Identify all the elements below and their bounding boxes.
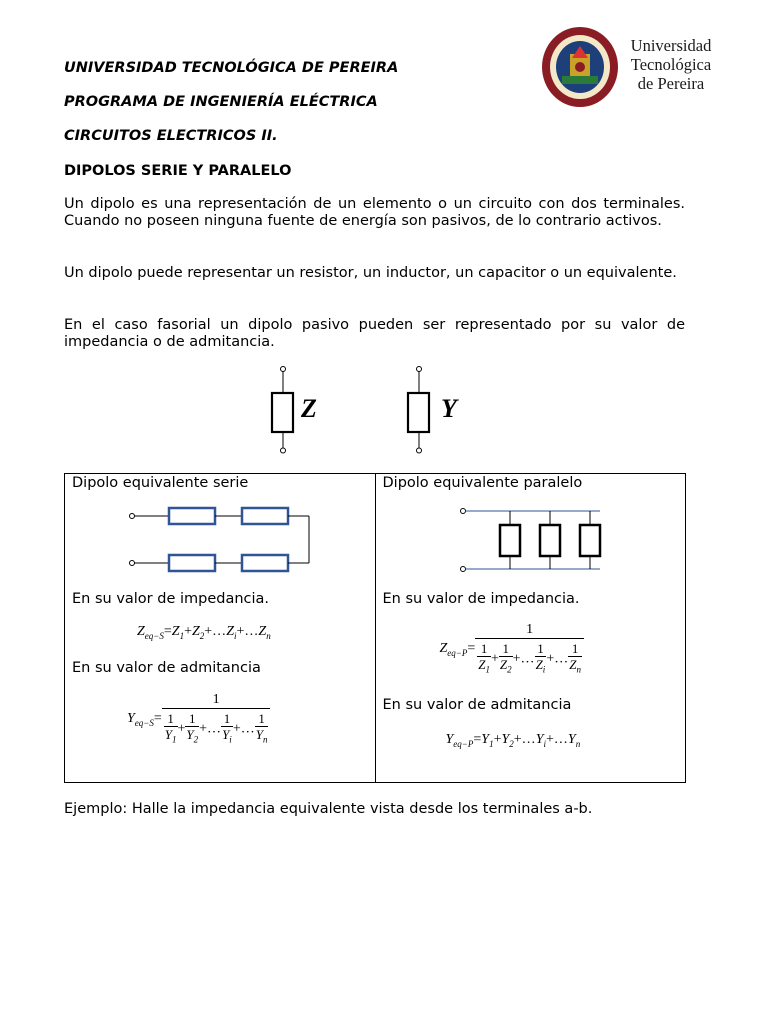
- paralelo-admittance-label: En su valor de admitancia: [382, 697, 572, 713]
- paralelo-cell: [375, 474, 686, 783]
- program-name: PROGRAMA DE INGENIERÍA ELÉCTRICA: [64, 94, 378, 110]
- topic-title: DIPOLOS SERIE Y PARALELO: [64, 163, 292, 179]
- paragraph-2: Un dipolo puede representar un resistor, un inductor, un capacitor o un equivalente.: [64, 265, 677, 281]
- university-logo: [540, 22, 716, 112]
- series-circuit-diagram: [127, 506, 327, 576]
- paragraph-1: Un dipolo es una representación de un elemento o un circuito con dos terminales. Cuando no poseen ninguna fuente de energía son pasivos, de lo contrario activos.: [64, 196, 685, 229]
- serie-admittance-label: En su valor de admitancia: [72, 660, 261, 676]
- admittance-dipole-icon: [408, 367, 429, 454]
- serie-cell: [65, 474, 376, 783]
- paragraph-3: En el caso fasorial un dipolo pasivo pueden ser representado por su valor de impedancia o de admitancia.: [64, 317, 685, 350]
- paralelo-impedance-formula: $Z_{eq-P}=$ 1 $\frac{1}{Z_1}$ + $\frac{1}{Z_2}$ +… $\frac{1}{Z_i}$ +… $\frac{1}{Z_n}$: [440, 622, 584, 678]
- logo-text: [626, 36, 716, 93]
- impedance-symbol: Z: [301, 394, 317, 423]
- logo-line-3: de Pereira: [637, 74, 705, 93]
- dipole-equivalents-table: [64, 473, 686, 783]
- logo-line-1: Universidad: [630, 36, 712, 55]
- university-name: UNIVERSIDAD TECNOLÓGICA DE PEREIRA: [64, 60, 399, 76]
- serie-impedance-label: En su valor de impedancia.: [72, 591, 270, 607]
- paralelo-impedance-label: En su valor de impedancia.: [382, 591, 580, 607]
- paralelo-title: Dipolo equivalente paralelo: [382, 475, 583, 491]
- course-name: CIRCUITOS ELECTRICOS II.: [64, 128, 278, 144]
- serie-title: Dipolo equivalente serie: [72, 475, 249, 491]
- impedance-dipole-icon: [272, 367, 293, 454]
- serie-impedance-formula: $Z_{eq-S}=Z_1+Z_2+\dots Z_i+\dots Z_n$: [137, 624, 271, 641]
- example-text: Ejemplo: Halle la impedancia equivalente vista desde los terminales a-b.: [64, 801, 593, 817]
- admittance-symbol: Y: [441, 394, 457, 423]
- logo-line-2: Tecnológica: [630, 55, 712, 74]
- serie-admittance-formula: $Y_{eq-S}=$ 1 $\frac{1}{Y_1}$ + $\frac{1}{Y_2}$ +… $\frac{1}{Y_i}$ +… $\frac{1}{Y_n}$: [127, 692, 270, 748]
- university-seal-icon: [540, 24, 620, 110]
- parallel-circuit-diagram: [458, 506, 618, 578]
- paralelo-admittance-formula: $Y_{eq-P}=Y_1+Y_2+\dots Y_i+\dots Y_n$: [445, 732, 581, 749]
